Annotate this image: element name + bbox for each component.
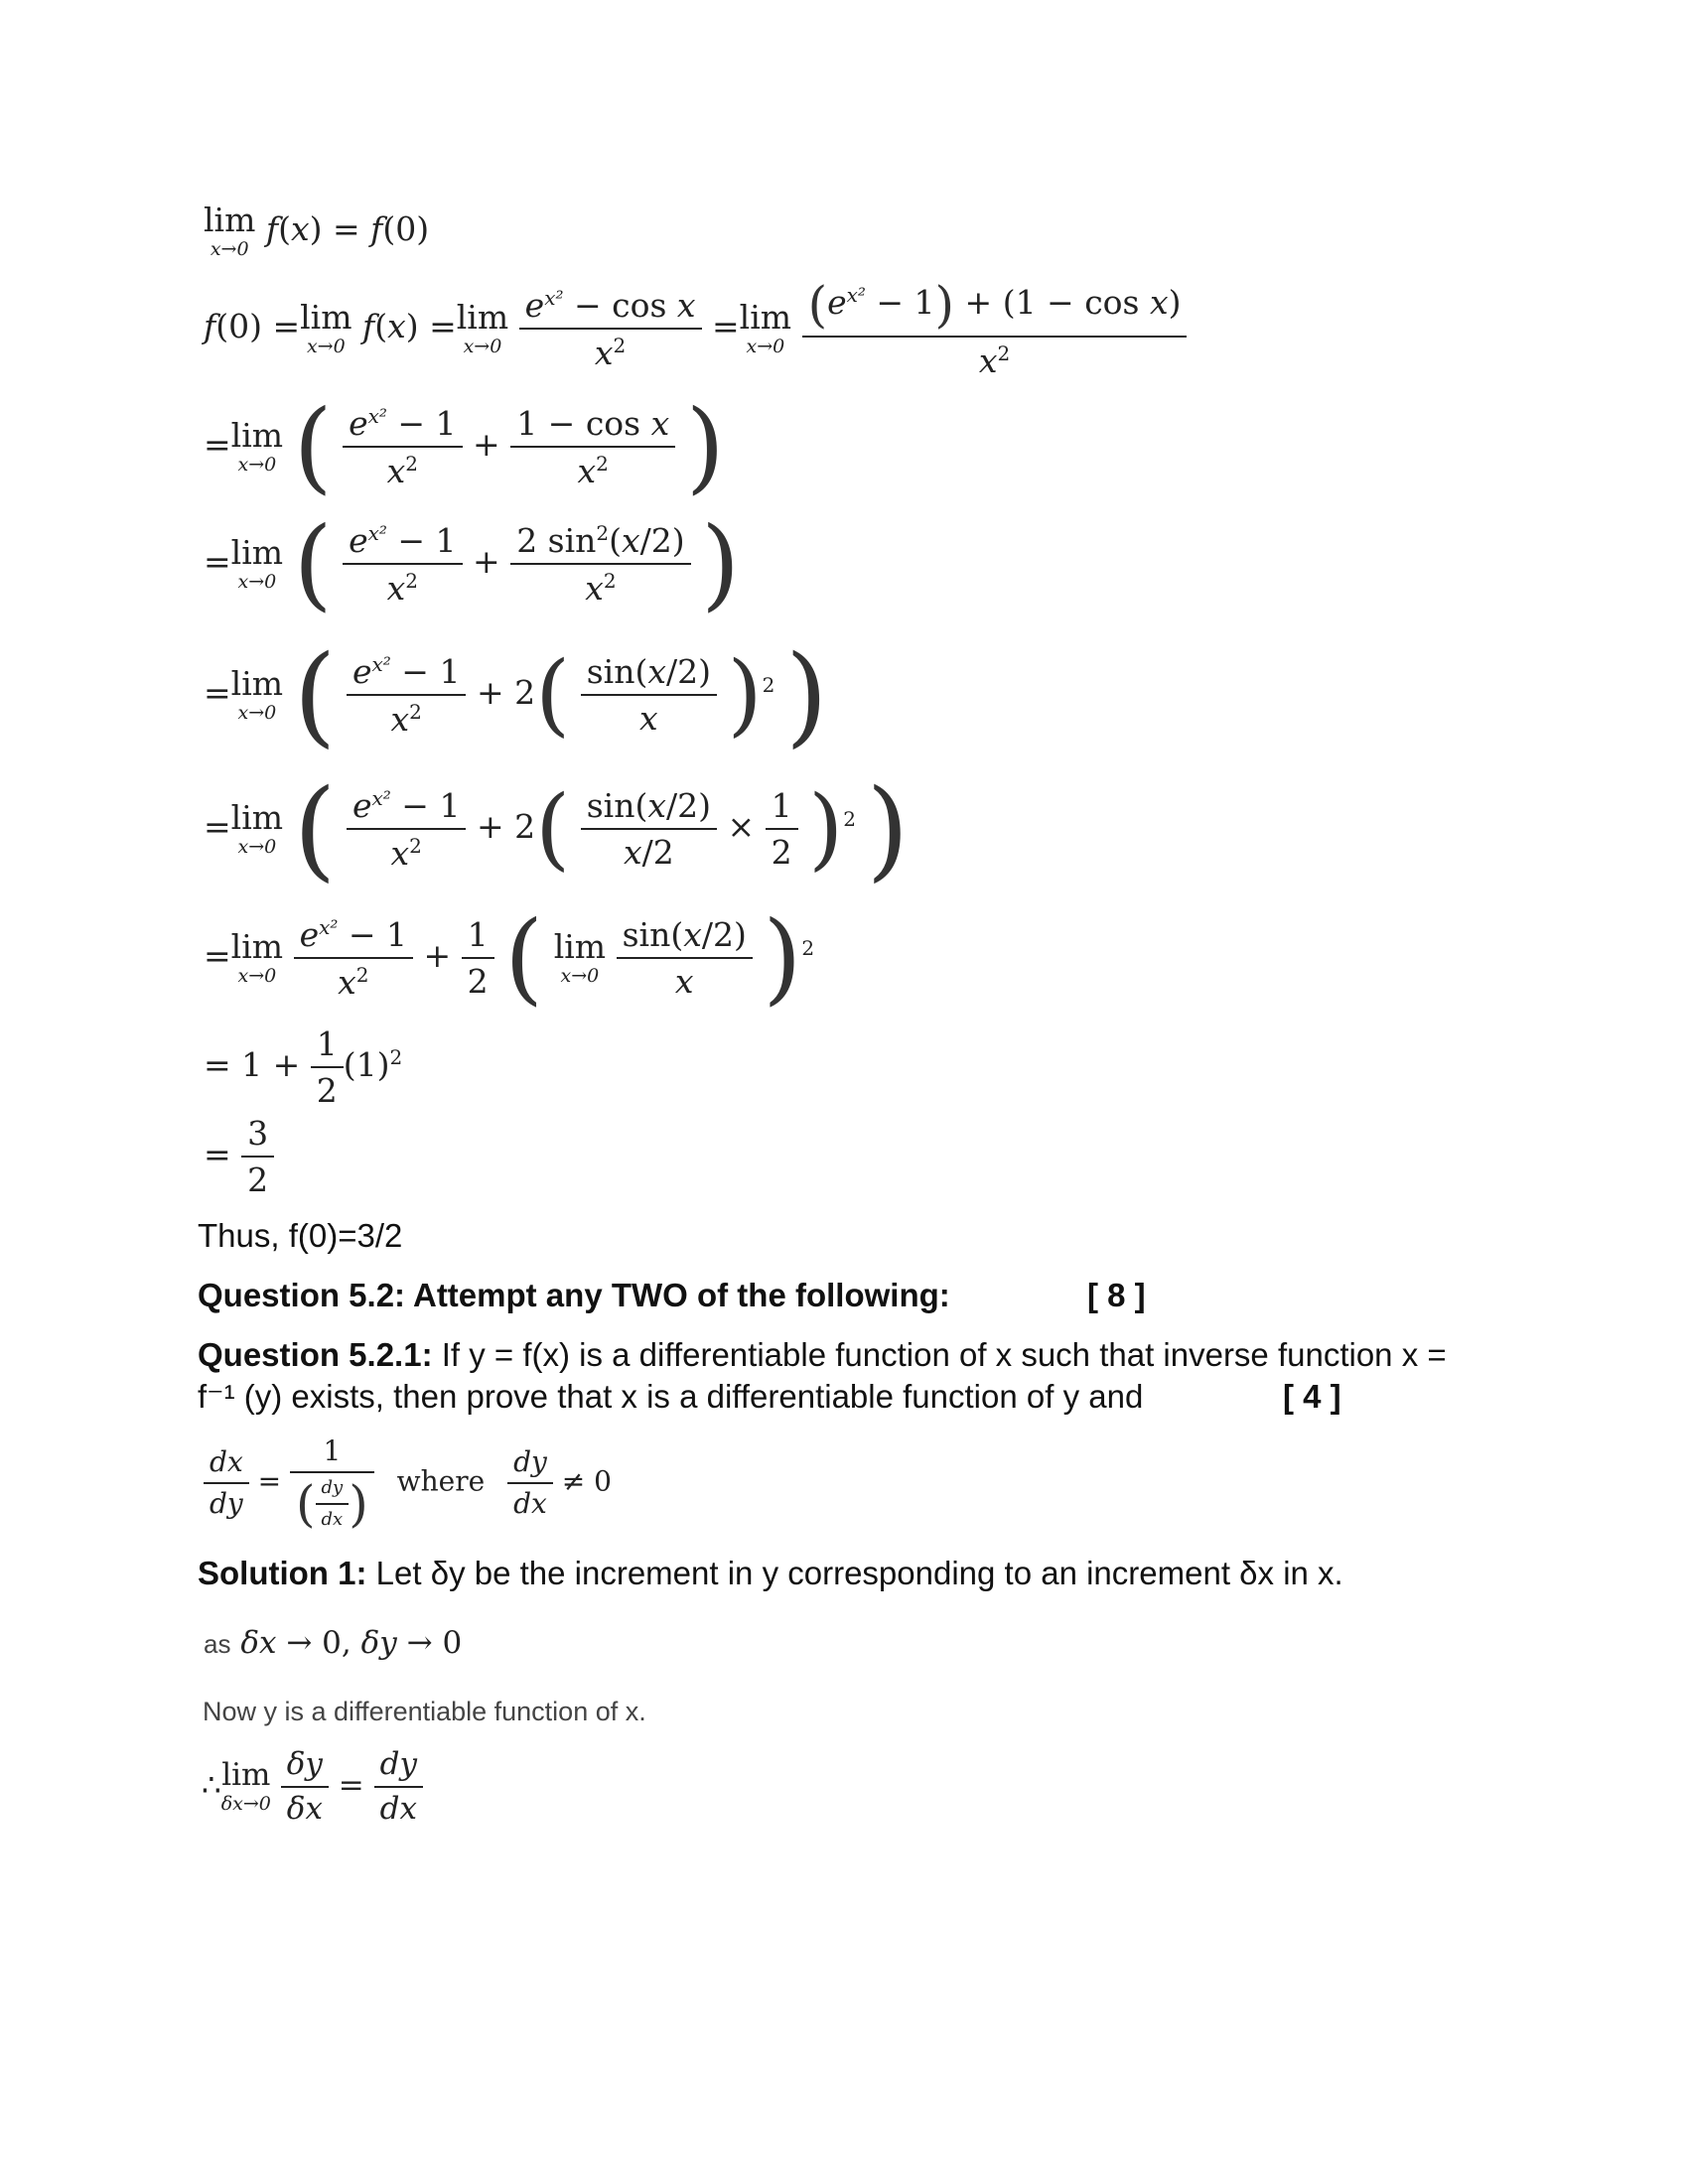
math-line-substitution: = 1 + $\frac{1}{2}$ $(1)^2$ [204,1024,403,1110]
math-increment-limit: as δx → 0, δy → 0 [204,1625,463,1661]
question-5-2-1-line-2: f⁻¹ (y) exists, then prove that x is a differentiable function of y and [198,1378,1144,1415]
solution-1-text: Let δy be the increment in y corresponding to an increment δx in x. [366,1555,1343,1591]
question-5-2-1-line-1 [198,1335,1447,1375]
math-line-split-fractions: = lim x→0 ( $\frac{e^{x^2} - 1}{x^2}$ + $\frac{\text{1 − cos x}}{x^2}$ ) [204,388,725,504]
differentiable-statement: Now y is a differentiable function of x. [203,1697,646,1726]
question-5-2-1-label: Question 5.2.1: [198,1336,433,1373]
math-line-standard-limit-form: = lim x→0 ( $\frac{e^{x^2} - 1}{x^2}$ + 2( $\frac{\sin(x/2)}{x/2}$ × $\frac{1}{2}$ )$^2$ ) [204,765,910,892]
solution-1-line [198,1554,1343,1593]
conclusion-text: Thus, f(0)=3/2 [198,1217,403,1254]
question-5-2-marks: [ 8 ] [1087,1277,1146,1313]
math-inverse-derivative-formula: $\frac{dx}{dy}$ = 1 ( $\frac{dy}{dx}$ ) where $\frac{dy}{dx}$ ≠ 0 [204,1437,612,1529]
math-line-separated-limits: = lim x→0 $\frac{e^{x^2} - 1}{x^2}$ + $\frac{1}{2}$ ( lim x→0 $\frac{\sin(x/2)}{x}$ )$^2$ [204,899,815,1016]
math-line-result: = $\frac{3}{2}$ [204,1117,274,1196]
math-therefore-limit: ∴ lim δx→0 $\frac{\delta y}{\delta x}$ = $\frac{dy}{dx}$ [202,1749,423,1825]
math-line-f0-definition: f(0) = lim x→0 f(x) = lim x→0 $\frac{e^{x^2} - \cos x}{x^2}$ = lim x→0 $\frac{(e^{x^2} - 1) + (1 - \cos x)}{x^2}$ [204,280,1187,377]
solution-1-label: Solution 1: [198,1555,367,1591]
question-5-2-1-text-a: If y = f(x) is a differentiable function of x such that inverse function x = [432,1336,1447,1373]
question-5-2-title: Question 5.2: Attempt any TWO of the following: [198,1277,950,1313]
math-line-sin-squared: = lim x→0 ( $\frac{e^{x^2} - 1}{x^2}$ + $\frac{2 \sin^2(x/2)}{x^2}$ ) [204,505,741,621]
question-5-2-1-marks: [ 4 ] [1283,1378,1341,1415]
math-line-limit-equals-f0: lim x→0 f(x) = f(0) [204,201,430,260]
math-line-sin-over-x-squared: = lim x→0 ( $\frac{e^{x^2} - 1}{x^2}$ + 2( $\frac{\sin(x/2)}{x}$ )$^2$ ) [204,631,828,758]
